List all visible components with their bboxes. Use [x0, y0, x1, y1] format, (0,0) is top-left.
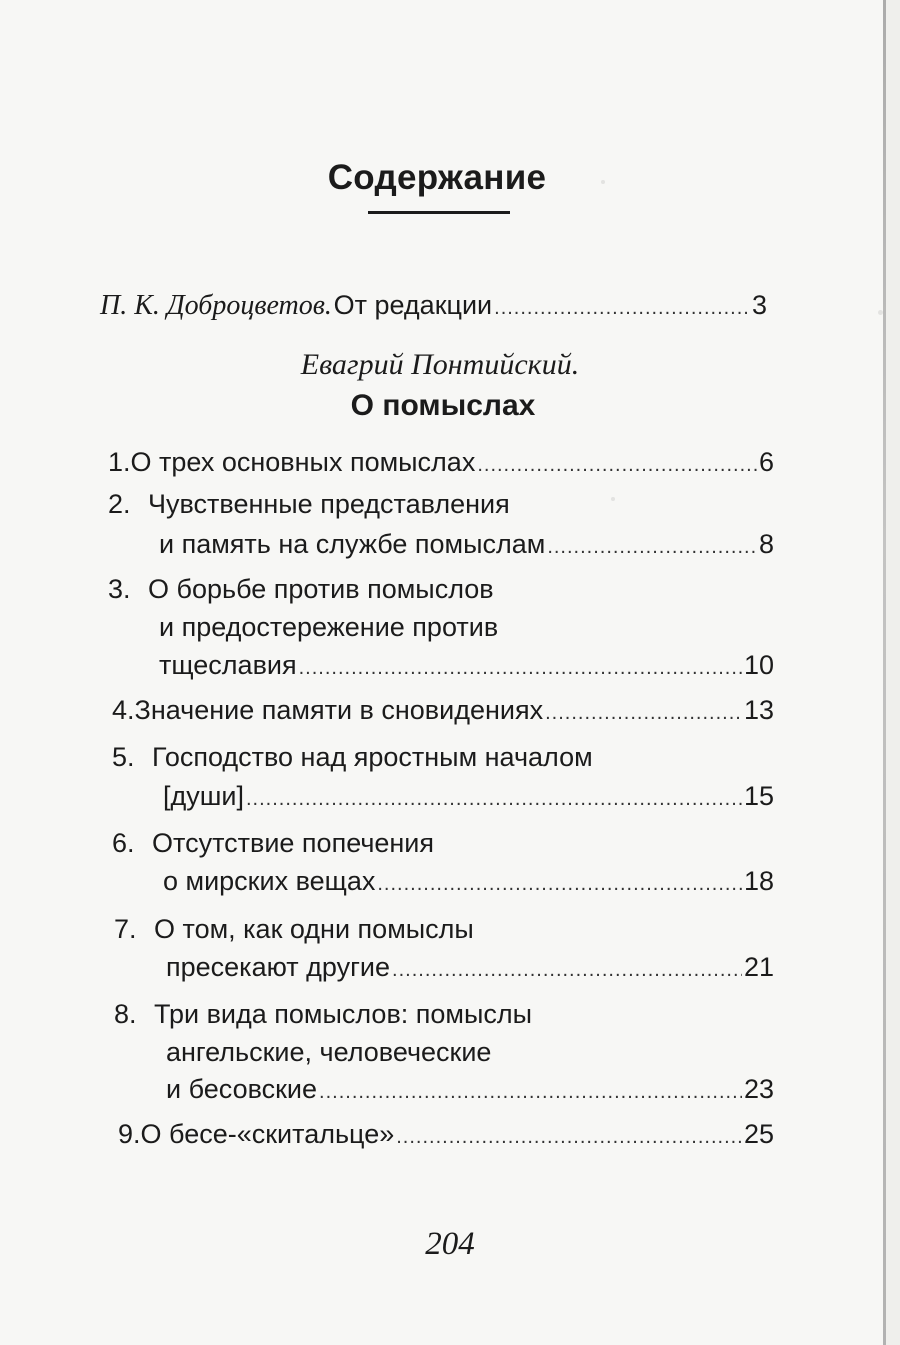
page-fold-shadow — [883, 0, 886, 1345]
intro-author: П. К. Доброцветов. — [100, 290, 332, 321]
entry-title-line: ангельские, человеческие — [166, 1037, 492, 1067]
dot-leader — [396, 1117, 742, 1157]
entry-number: 3. — [108, 574, 131, 604]
toc-entry-continuation — [166, 1032, 491, 1072]
toc-entry-continuation — [166, 947, 774, 990]
toc-entry — [108, 442, 774, 485]
page-number: 204 — [425, 1226, 475, 1262]
toc-entry — [108, 569, 494, 609]
toc-entry — [112, 690, 774, 733]
intro-page: 3 — [751, 290, 767, 320]
entry-title-line: тщеславия — [159, 650, 297, 680]
entry-title: Три вида помыслов: помыслы — [154, 999, 533, 1029]
title-underline — [368, 211, 510, 214]
entry-page: 8 — [758, 529, 774, 559]
dot-leader — [246, 779, 742, 819]
entry-title-line: и память на службе помыслам — [159, 529, 546, 559]
entry-title: О бесе-«скитальце» — [140, 1119, 395, 1149]
toc-entry — [112, 737, 593, 777]
entry-title: Чувственные представления — [148, 489, 510, 519]
toc-entry-continuation — [159, 524, 774, 567]
entry-title-line: о мирских вещах — [163, 866, 376, 896]
toc-entry-continuation — [163, 776, 774, 819]
entry-page: 10 — [743, 650, 774, 680]
intro-title: От редакции — [333, 290, 493, 320]
toc-entry-continuation — [159, 645, 774, 688]
entry-number: 9. — [118, 1119, 141, 1149]
dot-leader — [547, 527, 757, 567]
entry-title: О борьбе против помыслов — [148, 574, 494, 604]
print-speck — [611, 497, 615, 501]
toc-entry-continuation — [166, 1069, 774, 1112]
toc-entry-continuation — [163, 861, 774, 904]
section-title: О помыслах — [350, 389, 536, 422]
entry-number: 8. — [114, 999, 137, 1029]
section-author: Евагрий Понтийский. — [300, 348, 580, 381]
entry-page: 13 — [743, 695, 774, 725]
entry-number: 6. — [112, 828, 135, 858]
entry-title: Господство над яростным началом — [152, 742, 593, 772]
entry-page: 25 — [743, 1119, 774, 1149]
entry-number: 4. — [112, 695, 135, 725]
entry-title: Значение памяти в сновидениях — [134, 695, 544, 725]
entry-page: 15 — [743, 781, 774, 811]
page-edge — [886, 0, 900, 1345]
dot-leader — [545, 693, 742, 733]
entry-page: 18 — [743, 866, 774, 896]
page-title: Содержание — [327, 158, 547, 197]
entry-title: Отсутствие попечения — [152, 828, 435, 858]
toc-entry — [118, 1114, 774, 1157]
dot-leader — [299, 648, 742, 688]
dot-leader — [477, 445, 757, 485]
toc-entry — [108, 484, 510, 524]
entry-title-line: пресекают другие — [166, 952, 391, 982]
entry-title-line: и предостережение против — [159, 612, 499, 642]
entry-number: 7. — [114, 914, 137, 944]
toc-entry — [114, 909, 474, 949]
toc-row-intro — [100, 285, 767, 328]
entry-page: 6 — [758, 447, 774, 477]
entry-number: 5. — [112, 742, 135, 772]
print-speck — [878, 310, 883, 315]
dot-leader — [392, 950, 742, 990]
entry-number: 1. — [108, 447, 131, 477]
entry-page: 23 — [743, 1074, 774, 1104]
toc-entry — [112, 823, 434, 863]
entry-title-line: [души] — [163, 781, 244, 811]
dot-leader — [319, 1072, 742, 1112]
entry-title: О том, как одни помыслы — [154, 914, 474, 944]
entry-page: 21 — [743, 952, 774, 982]
entry-title-line: и бесовские — [166, 1074, 318, 1104]
dot-leader — [377, 864, 742, 904]
toc-entry-continuation — [159, 607, 498, 647]
entry-number: 2. — [108, 489, 131, 519]
dot-leader — [494, 288, 750, 328]
toc-entry — [114, 994, 532, 1034]
entry-title: О трех основных помыслах — [130, 447, 476, 477]
